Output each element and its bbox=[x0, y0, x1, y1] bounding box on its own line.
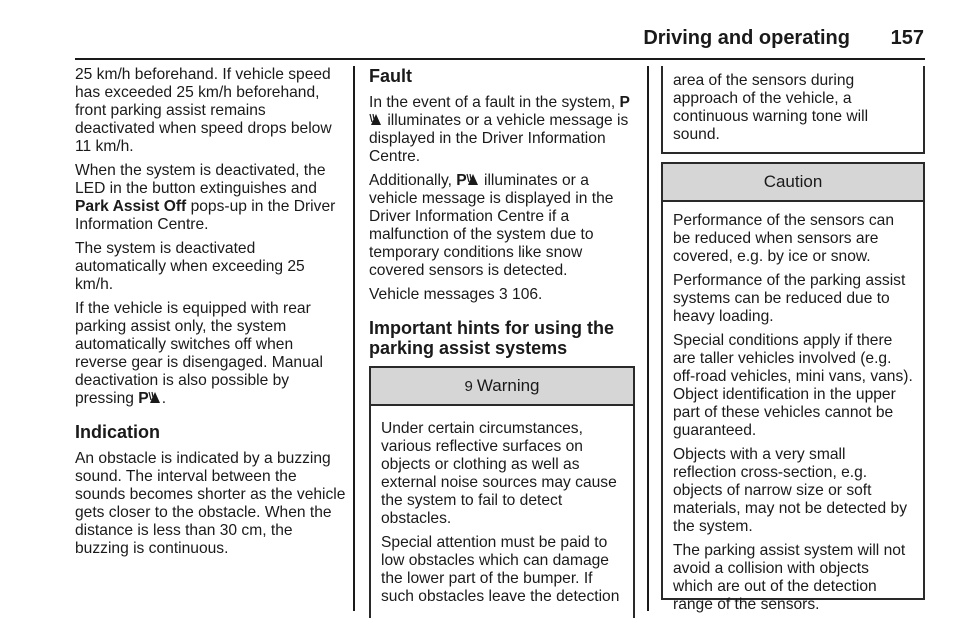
paragraph: The parking assist system will not avoid a collision with objects which are out of the detection range of the sensors. bbox=[673, 542, 906, 613]
continued-body bbox=[663, 66, 923, 144]
warning-header bbox=[371, 368, 633, 406]
park-assist-off-label: Park Assist Off bbox=[75, 198, 187, 215]
section-title: Driving and operating bbox=[643, 27, 850, 49]
text-run: Vehicle messages bbox=[369, 286, 495, 303]
caution-header bbox=[663, 164, 923, 202]
text-run: illuminates or a vehicle message is displayed in the Driver Information Centre if a malfunction of the system due to temporary conditions like snow covered sensors is detected. bbox=[369, 172, 614, 279]
column-1 bbox=[75, 66, 347, 564]
paragraph: Special attention must be paid to low obstacles which can damage the lower part of the bumper. If such obstacles leave the detection bbox=[381, 534, 620, 605]
paragraph: 25 km/h beforehand. If vehicle speed has exceeded 25 km/h beforehand, front parking assist remains deactivated when speed drops below 11 km/h. bbox=[75, 66, 332, 155]
paragraph: area of the sensors during approach of the vehicle, a continuous warning tone will sound. bbox=[673, 72, 869, 143]
heading-indication: Indication bbox=[75, 422, 160, 442]
header-rule bbox=[75, 58, 925, 60]
paragraph: Under certain circumstances, various reflective surfaces on objects or clothing as well as external noise sources may cause the system to fail to detect obstacles. bbox=[381, 420, 617, 527]
paragraph bbox=[369, 286, 635, 304]
text-run: When the system is deactivated, the LED in the button extinguishes and bbox=[75, 162, 326, 197]
warning-icon: 9 bbox=[464, 377, 473, 395]
parking-assist-icon: P bbox=[456, 172, 479, 189]
caution-body bbox=[663, 202, 923, 614]
parking-assist-icon: P bbox=[369, 94, 629, 129]
paragraph: An obstacle is indicated by a buzzing sound. The interval between the sounds becomes shorter as the vehicle gets closer to the obstacle. When the distance is less than 30 cm, the buzzing is continuous. bbox=[75, 450, 346, 557]
paragraph bbox=[369, 172, 635, 280]
warning-body bbox=[371, 406, 633, 606]
page-reference: 3 106. bbox=[499, 286, 543, 303]
paragraph bbox=[75, 300, 347, 408]
paragraph bbox=[369, 94, 635, 166]
paragraph: The system is deactivated automatically when exceeding 25 km/h. bbox=[75, 240, 305, 293]
paragraph: Performance of the sensors can be reduced when sensors are covered, e.g. by ice or snow. bbox=[673, 212, 895, 265]
heading-hints: Important hints for using the parking assist systems bbox=[369, 318, 614, 358]
text-run: In the event of a fault in the system, bbox=[369, 94, 620, 111]
caution-box bbox=[661, 162, 925, 613]
warning-box bbox=[369, 366, 635, 618]
text-run: illuminates or a vehicle message is displayed in the Driver Information Centre. bbox=[369, 112, 629, 165]
column-divider-2 bbox=[647, 66, 649, 611]
text-run: If the vehicle is equipped with rear parking assist only, the system automatically switches off when reverse gear is disengaged. Manual deactivation is also possible by pressing bbox=[75, 300, 323, 407]
text-run: . bbox=[161, 390, 167, 407]
paragraph: Performance of the parking assist systems can be reduced due to heavy loading. bbox=[673, 272, 906, 325]
paragraph bbox=[75, 162, 347, 234]
text-run: pops-up in the Driver Information Centre. bbox=[75, 198, 336, 233]
text-run: Additionally, bbox=[369, 172, 457, 189]
warning-title: Warning bbox=[476, 376, 540, 395]
warning-continued-box bbox=[661, 66, 925, 154]
page-header bbox=[0, 0, 960, 60]
paragraph: Special conditions apply if there are taller vehicles involved (e.g. off-road vehicles, mini vans, vans). Object identification in the upper part of these vehicles cannot be guaranteed. bbox=[673, 332, 913, 439]
column-2 bbox=[369, 66, 635, 366]
caution-title: Caution bbox=[763, 172, 823, 191]
paragraph: Objects with a very small reflection cross-section, e.g. objects of narrow size or soft materials, may not be detected by the system. bbox=[673, 446, 908, 535]
page-number: 157 bbox=[890, 27, 924, 49]
heading-fault: Fault bbox=[369, 66, 412, 86]
column-divider-1 bbox=[353, 66, 355, 611]
parking-assist-icon: P bbox=[138, 390, 161, 407]
